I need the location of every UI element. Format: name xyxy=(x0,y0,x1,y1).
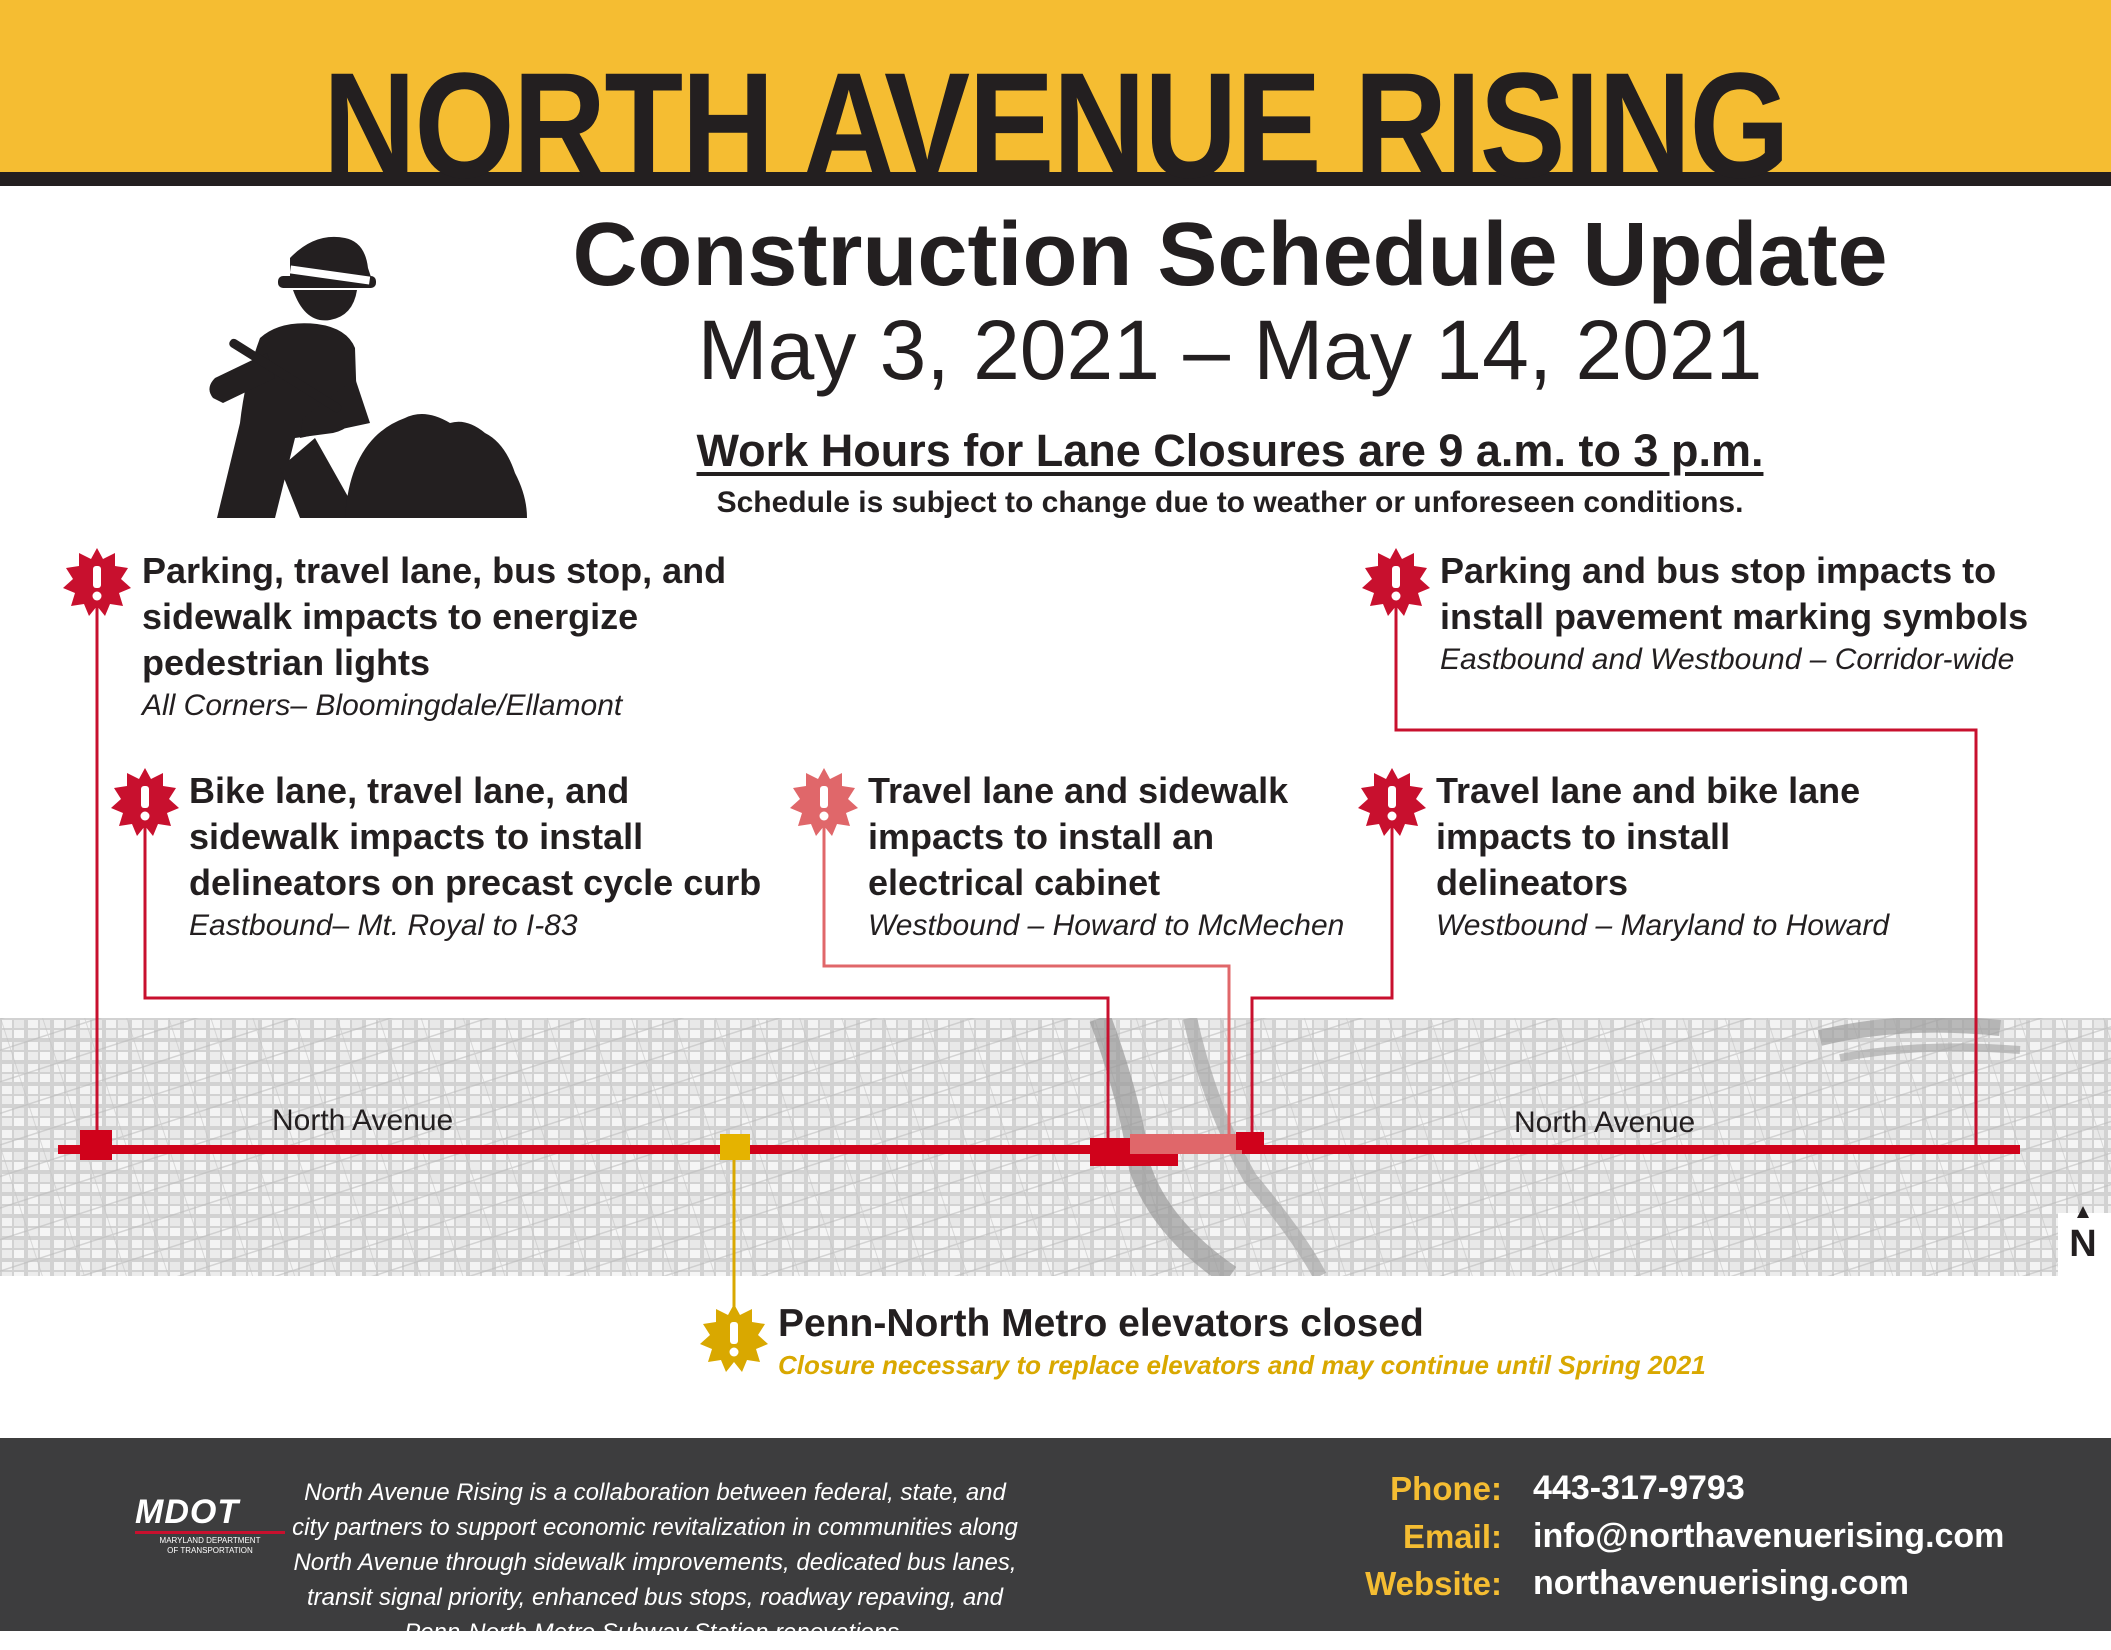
notice-title-line: sidewalk impacts to energize xyxy=(142,596,639,637)
website-link[interactable]: northavenuerising.com xyxy=(1533,1564,1909,1602)
notice-title-line: impacts to install xyxy=(1436,816,1731,857)
mdot-logo xyxy=(135,1495,285,1556)
impact-marker xyxy=(1130,1134,1242,1154)
notice-title-line: Parking and bus stop impacts to xyxy=(1440,550,1997,591)
notice-title-line: Bike lane, travel lane, and xyxy=(189,770,630,811)
alert-burst-icon xyxy=(700,1304,768,1372)
notice-delineators xyxy=(1436,768,2056,946)
logo-text: MDOT xyxy=(135,1493,240,1531)
notice-title-line: install pavement marking symbols xyxy=(1440,596,2029,637)
notice-penn-north xyxy=(778,1300,2078,1382)
date-range: May 3, 2021 – May 14, 2021 xyxy=(697,303,1763,397)
north-arrow xyxy=(2068,1205,2098,1264)
notice-pedestrian-lights xyxy=(142,548,802,726)
impact-marker xyxy=(80,1130,112,1160)
north-avenue-route xyxy=(58,1145,2020,1154)
email-label: Email: xyxy=(1402,1518,1502,1555)
notice-title-line: delineators on precast cycle curb xyxy=(189,862,762,903)
penn-north-title: Penn-North Metro elevators closed xyxy=(778,1302,1424,1345)
notice-title-line: pedestrian lights xyxy=(142,642,431,683)
website-label: Website: xyxy=(1365,1565,1502,1602)
alert-burst-icon xyxy=(790,768,858,836)
notice-title-line: Parking, travel lane, bus stop, and xyxy=(142,550,727,591)
notice-electrical-cabinet xyxy=(868,768,1388,946)
footer-description: North Avenue Rising is a collaboration between federal, state, and city partners to support economic revitalization in communities along North Avenue through sidewalk improvements, dedicated bus lanes, transit signal priority, enhanced bus stops, roadway repaving, and Penn-North Metro Subway Station renovations. xyxy=(292,1479,1018,1646)
notice-location: Eastbound and Westbound – Corridor-wide xyxy=(1440,643,2015,676)
notice-location: Westbound – Howard to McMechen xyxy=(868,909,1345,942)
logo-caption: MARYLAND DEPARTMENT xyxy=(159,1536,261,1545)
page-title: NORTH AVENUE RISING xyxy=(322,41,1789,209)
notice-location: All Corners– Bloomingdale/Ellamont xyxy=(142,689,623,722)
notice-title-line: Travel lane and sidewalk xyxy=(868,770,1289,811)
notice-title-line: electrical cabinet xyxy=(868,862,1161,903)
notice-location: Eastbound– Mt. Royal to I-83 xyxy=(189,909,578,942)
notice-cycle-curb xyxy=(189,768,809,946)
schedule-disclaimer: Schedule is subject to change due to weather or unforeseen conditions. xyxy=(716,486,1744,519)
work-hours-text: Work Hours for Lane Closures are 9 a.m. to 3 p.m. xyxy=(696,425,1764,476)
alert-burst-icon xyxy=(111,768,179,836)
notice-title-line: delineators xyxy=(1436,862,1629,903)
alert-burst-icon xyxy=(63,548,131,616)
notice-title-line: Travel lane and bike lane xyxy=(1436,770,1861,811)
email-link[interactable]: info@northavenuerising.com xyxy=(1533,1517,2005,1555)
notice-location: Westbound – Maryland to Howard xyxy=(1436,909,1890,942)
phone-number[interactable]: 443-317-9793 xyxy=(1533,1469,1745,1507)
penn-north-marker xyxy=(720,1134,750,1160)
north-arrow-label: N xyxy=(2069,1223,2097,1265)
logo-rule xyxy=(135,1531,285,1534)
street-label-east: North Avenue xyxy=(1514,1106,1696,1139)
alert-burst-icon xyxy=(1358,768,1426,836)
phone-label: Phone: xyxy=(1390,1470,1502,1507)
notice-title-line: impacts to install an xyxy=(868,816,1215,857)
logo-caption: OF TRANSPORTATION xyxy=(167,1546,253,1555)
penn-north-note: Closure necessary to replace elevators and may continue until Spring 2021 xyxy=(778,1350,1706,1380)
notice-title-line: sidewalk impacts to install xyxy=(189,816,644,857)
north-arrow-icon xyxy=(2076,1205,2090,1219)
street-label-west: North Avenue xyxy=(272,1104,454,1137)
alert-burst-icon xyxy=(1362,548,1430,616)
schedule-heading: Construction Schedule Update xyxy=(572,205,1888,305)
impact-marker xyxy=(1236,1132,1264,1150)
notice-pavement-markings xyxy=(1440,548,2100,680)
